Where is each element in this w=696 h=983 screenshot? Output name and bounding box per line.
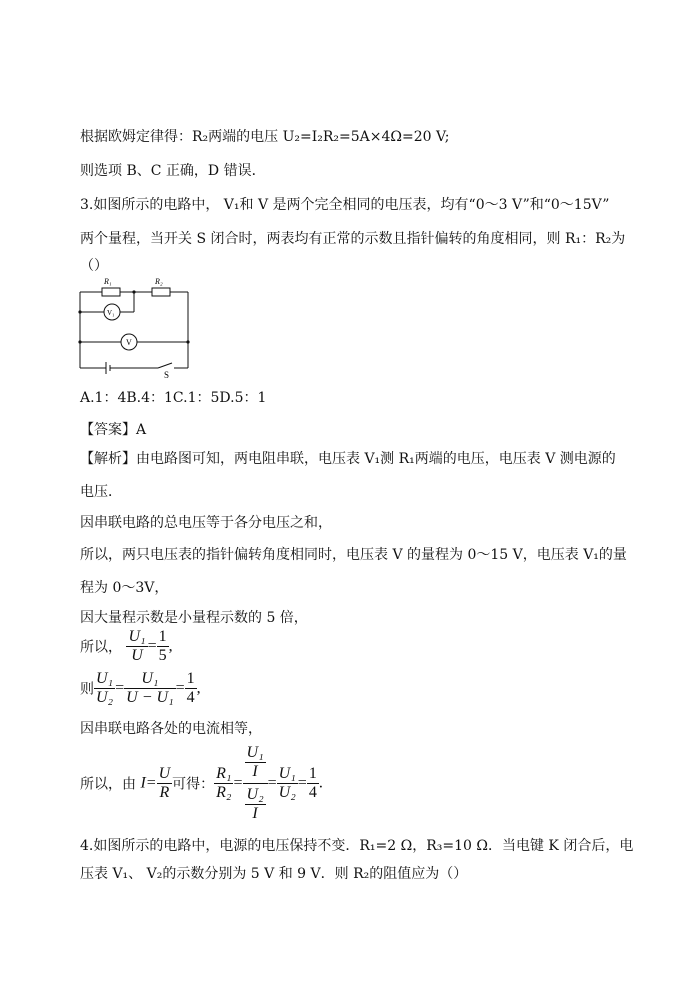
formula-prefix: 所以，: [80, 639, 122, 656]
question-3-text: 3.如图所示的电路中， V₁和 V 是两个完全相同的电压表，均有“0～3 V”和“0～15V”: [80, 197, 610, 213]
formula-line: [80, 670, 201, 707]
r1-label: R₁: [104, 277, 112, 286]
comma: ,: [196, 679, 201, 697]
denominator: U₂: [278, 784, 296, 801]
analysis-text: 因大量程示数是小量程示数的 5 倍，: [80, 610, 308, 626]
denominator: 5: [158, 647, 167, 664]
numerator: R₁: [216, 765, 232, 782]
current-symbol: I=: [140, 774, 157, 792]
numerator: U: [158, 765, 171, 782]
numerator: U₁: [246, 744, 264, 761]
equals: =: [267, 774, 277, 792]
numerator: 1: [308, 765, 317, 782]
analysis-text: 【解析】由电路图可知，两电阻串联，电压表 V₁测 R₁两端的电压，电压表 V 测电源的: [80, 451, 616, 467]
fraction: [126, 628, 147, 665]
equals: =: [297, 774, 307, 792]
fraction: [124, 670, 175, 707]
text-line: 则选项 B、C 正确，D 错误．: [80, 163, 266, 179]
denominator: U: [131, 647, 143, 664]
denominator: 4: [186, 689, 195, 706]
numerator: 1: [186, 670, 195, 687]
denominator: U − U₁: [126, 689, 174, 706]
circuit-diagram: [76, 272, 196, 382]
r2-label: R₂: [155, 277, 163, 286]
answer: 【答案】A: [80, 422, 147, 438]
answer-blank: （）: [80, 258, 108, 274]
fraction: [157, 628, 169, 665]
fraction: [245, 744, 266, 781]
switch-s: [158, 363, 172, 368]
analysis-text: 电压．: [80, 484, 122, 500]
formula-mid: 可得：: [172, 776, 215, 793]
text-line: 根据欧姆定律得：R₂两端的电压 U₂=I₂R₂=5A×4Ω=20 V;: [80, 129, 450, 145]
fraction: [245, 786, 266, 823]
question-4-text: 4.如图所示的电路中，电源的电压保持不变．R₁=2 Ω，R₃=10 Ω．当电键 K 闭合后，电: [80, 838, 634, 854]
denominator: I: [252, 763, 258, 780]
formula-line: [80, 744, 323, 823]
analysis-text: 因串联电路各处的电流相等，: [80, 721, 262, 737]
numerator: U₁: [96, 670, 114, 687]
fraction: [214, 765, 233, 802]
options: A.1：4B.4：1C.1：5D.5：1: [80, 390, 267, 406]
fraction: [185, 670, 197, 707]
question-3-text: 两个量程，当开关 S 闭合时，两表均有正常的示数且指针偏转的角度相同，则 R₁：R₂为: [80, 231, 626, 247]
period: .: [318, 774, 323, 792]
analysis-text: 因串联电路的总电压等于各分电压之和，: [80, 515, 332, 531]
numerator: U₁: [124, 670, 175, 689]
v1-label: V₁: [107, 309, 115, 317]
equals: =: [147, 637, 157, 655]
analysis-text: 程为 0～3V，: [80, 580, 169, 596]
resistor-r1: [102, 288, 120, 296]
denominator: 4: [308, 784, 317, 801]
fraction: [277, 765, 298, 802]
formula-prefix: 则: [80, 681, 94, 698]
formula-prefix: 所以，由: [80, 776, 141, 793]
numerator: U₁: [278, 765, 296, 782]
formula-line: [80, 628, 173, 665]
resistor-r2: [152, 288, 170, 296]
denominator: R: [159, 784, 170, 801]
fraction: [307, 765, 319, 802]
denominator: U₂: [96, 689, 114, 706]
equals: =: [175, 679, 185, 697]
analysis-text: 所以，两只电压表的指针偏转角度相同时，电压表 V 的量程为 0～15 V，电压表 V₁的量: [80, 547, 627, 563]
numerator: 1: [158, 628, 167, 645]
s-label: S: [164, 370, 170, 380]
denominator: R₂: [216, 784, 232, 801]
numerator: U₁: [128, 628, 146, 645]
fraction: [157, 765, 173, 802]
denominator: [243, 784, 268, 823]
equals: =: [115, 679, 125, 697]
numerator: [243, 744, 268, 784]
v-label: V: [126, 338, 132, 347]
numerator: U₂: [246, 786, 264, 803]
comma: ,: [168, 637, 173, 655]
question-4-text: 压表 V₁、 V₂的示数分别为 5 V 和 9 V．则 R₂的阻值应为（）: [80, 866, 468, 882]
compound-fraction: [243, 744, 268, 823]
denominator: I: [252, 805, 258, 822]
equals: =: [233, 774, 243, 792]
fraction: [94, 670, 115, 707]
